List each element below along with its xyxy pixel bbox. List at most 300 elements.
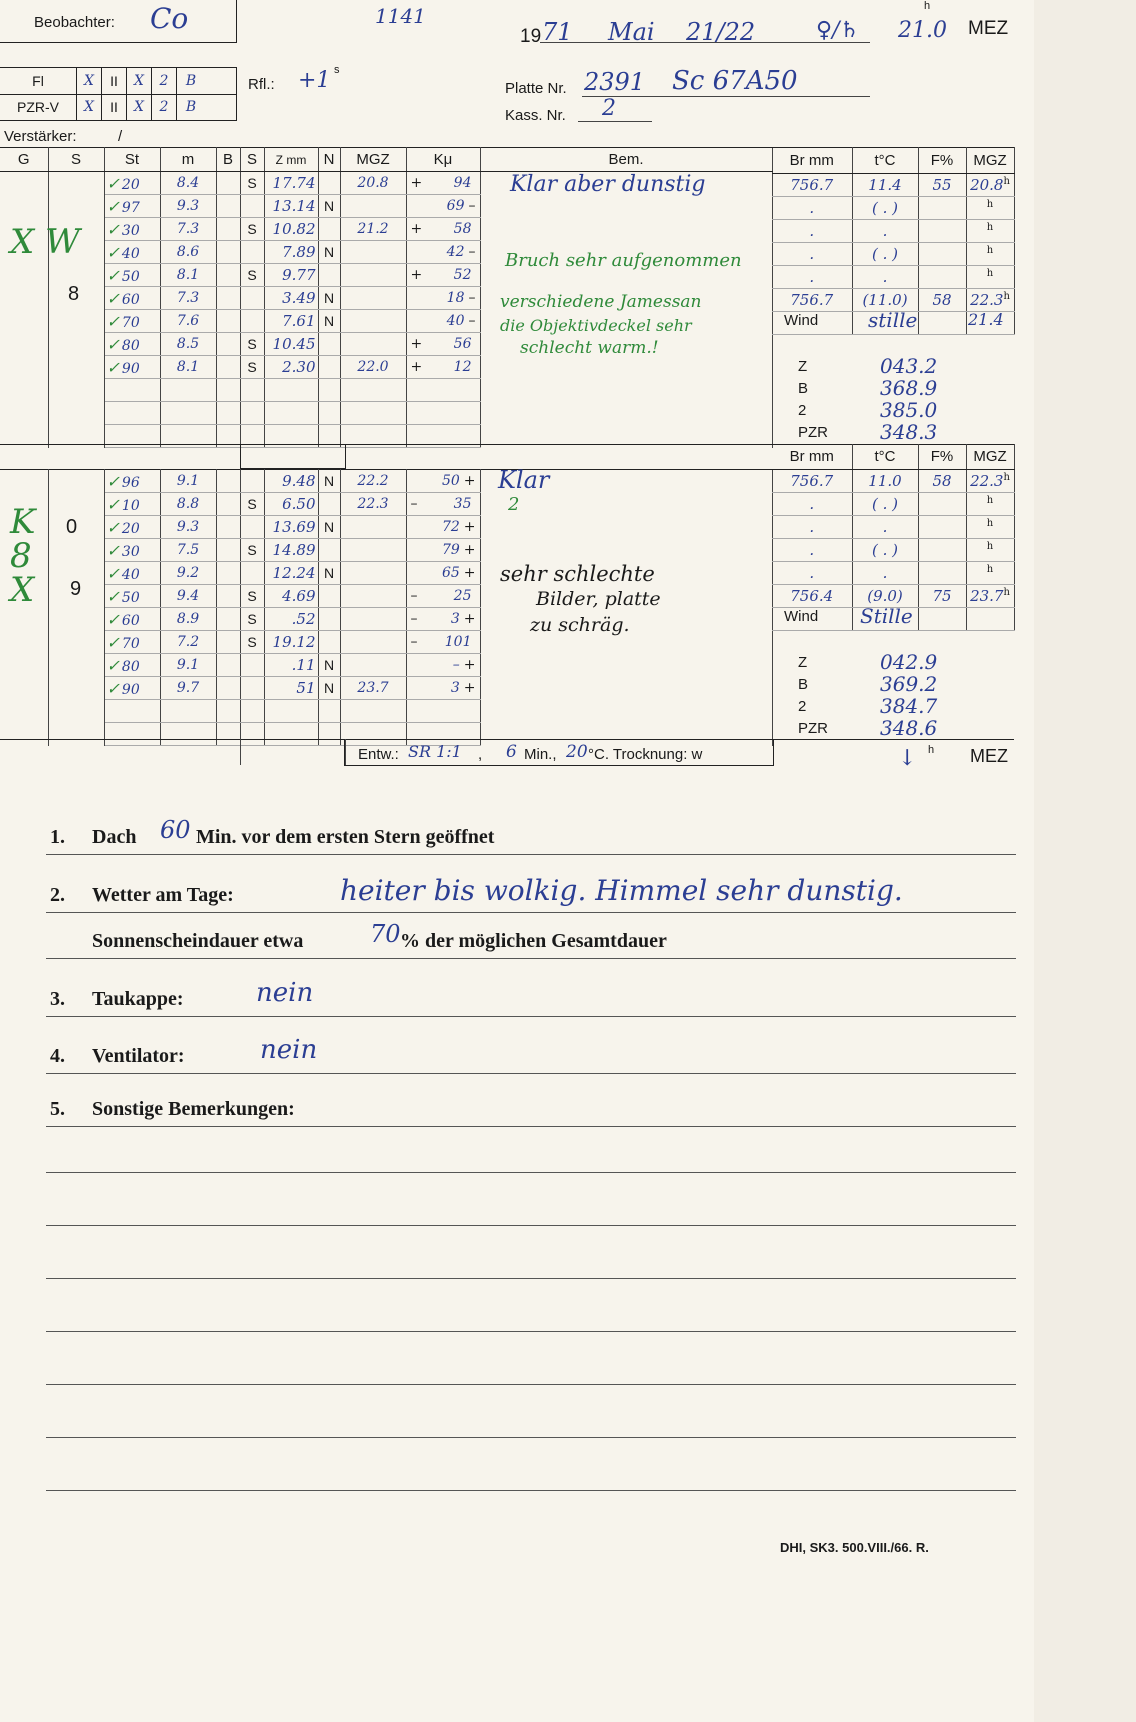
cell-mgz[interactable]: 22.3 <box>340 493 406 516</box>
verstaerker-value[interactable]: / <box>118 128 123 145</box>
date-day[interactable]: 21/22 <box>686 18 756 46</box>
block1-remark-green-2: verschiedene Jamessan <box>500 292 702 312</box>
cell-side[interactable]: S <box>240 539 264 562</box>
cell-s <box>48 470 104 493</box>
cell-k[interactable] <box>406 264 480 287</box>
year-suffix[interactable]: 71 <box>542 18 573 46</box>
cell-side[interactable]: S <box>240 172 264 195</box>
cell-star-number[interactable]: ✓ 97 <box>104 195 160 218</box>
cell-g <box>0 172 48 195</box>
cell-star-number[interactable]: ✓ 30 <box>104 539 160 562</box>
cell-side <box>240 195 264 218</box>
meteo-br[interactable]: . <box>772 197 852 220</box>
block1-wind-value[interactable]: stille <box>868 308 918 332</box>
cell-mgz <box>340 241 406 264</box>
cell-k[interactable] <box>406 493 480 516</box>
block1-wind-mgz[interactable]: 21.4 <box>968 310 1004 329</box>
cell-z-mm[interactable]: 19.12 <box>264 631 318 654</box>
cell-n[interactable]: N <box>318 241 340 264</box>
cell-k[interactable] <box>406 356 480 379</box>
sum-value[interactable]: 348.6 <box>880 716 938 740</box>
cell-k[interactable] <box>406 470 480 493</box>
col-s: S <box>48 148 104 172</box>
cell-n <box>318 585 340 608</box>
block1-s-value[interactable]: 8 <box>68 283 80 305</box>
rfl-sup: s <box>334 64 340 76</box>
fl-opt-4[interactable]: 2 <box>152 68 177 94</box>
blank-ruled-line[interactable] <box>46 1172 1016 1173</box>
meteo-temp[interactable]: 11.0 <box>852 470 918 493</box>
meteo-mgz[interactable] <box>966 174 1014 197</box>
cell-n <box>318 264 340 287</box>
meteo-mgz-value: 22.3 <box>970 472 1004 490</box>
sum-label: Z <box>798 654 808 671</box>
cell-side[interactable]: S <box>240 218 264 241</box>
cell-k <box>406 402 480 425</box>
cell-z-mm[interactable]: 13.14 <box>264 195 318 218</box>
meteo-temp[interactable]: (9.0) <box>852 585 918 608</box>
cell-magnitude[interactable]: 8.1 <box>160 356 216 379</box>
meteo-mgz[interactable] <box>966 197 1014 220</box>
cell-magnitude[interactable]: 9.1 <box>160 654 216 677</box>
k-post: – <box>468 313 476 329</box>
cell-k[interactable] <box>406 241 480 264</box>
cell-magnitude[interactable]: 7.2 <box>160 631 216 654</box>
col-z: Z mm <box>264 148 318 172</box>
cell-side <box>240 241 264 264</box>
sum-label: B <box>798 380 809 397</box>
block2-wind-value[interactable]: Stille <box>860 604 913 628</box>
fl-opt-5[interactable]: B <box>185 73 197 89</box>
meteo-mgz[interactable] <box>966 585 1014 608</box>
question-answer[interactable]: nein <box>256 978 314 1008</box>
hour-sup: h <box>1003 291 1010 302</box>
cell-z-mm[interactable]: 51 <box>264 677 318 700</box>
observer-value[interactable]: Co <box>150 2 189 35</box>
cell-n[interactable]: N <box>318 287 340 310</box>
table-header-row <box>0 148 772 172</box>
weekday-symbols[interactable]: ♀/♄ <box>816 18 860 43</box>
cell-n[interactable]: N <box>318 195 340 218</box>
cell-remark <box>480 379 772 402</box>
sum-value[interactable]: 042.9 <box>880 650 938 674</box>
meteo-br[interactable]: 756.7 <box>772 470 852 493</box>
cell-k <box>406 700 480 723</box>
cell-star-number[interactable]: ✓ 10 <box>104 493 160 516</box>
cell-z-mm[interactable]: 10.82 <box>264 218 318 241</box>
cell-magnitude <box>160 379 216 402</box>
check-mark-icon: ✓ <box>106 655 120 675</box>
k-post: – <box>468 290 476 306</box>
k-post: – <box>468 198 476 214</box>
question-label: Ventilator: <box>92 1045 185 1067</box>
cell-k[interactable] <box>406 195 480 218</box>
blank-ruled-line[interactable] <box>46 1490 1016 1491</box>
question-label: Dach <box>92 826 137 848</box>
cell-k[interactable] <box>406 333 480 356</box>
meteo-temp[interactable]: ( . ) <box>852 243 918 266</box>
meteo-row <box>772 562 1014 585</box>
cell-g <box>0 287 48 310</box>
meteo-temp[interactable]: . <box>852 266 918 289</box>
kass-value[interactable]: 2 <box>602 96 616 121</box>
cell-star-number[interactable]: ✓ 60 <box>104 608 160 631</box>
question-answer[interactable]: heiter bis wolkig. Himmel sehr dunstig. <box>340 874 903 907</box>
blank-ruled-line[interactable] <box>46 1384 1016 1385</box>
cell-n[interactable]: N <box>318 654 340 677</box>
cell-magnitude[interactable]: 8.5 <box>160 333 216 356</box>
pzr-opt-3[interactable]: X <box>127 94 152 120</box>
record-number: 1141 <box>375 4 426 28</box>
cell-mgz <box>340 585 406 608</box>
cell-magnitude <box>160 700 216 723</box>
k-post: + <box>463 657 476 673</box>
cell-star-number[interactable]: ✓ 40 <box>104 241 160 264</box>
cell-star-number[interactable]: ✓ 90 <box>104 677 160 700</box>
meteo-temp[interactable]: ( . ) <box>852 197 918 220</box>
k-sign: – <box>410 611 418 627</box>
entw-min-value[interactable]: 6 <box>506 742 517 762</box>
col-met-mgz-2: MGZ <box>966 444 1014 470</box>
sum-label: 2 <box>798 698 807 715</box>
platte-value-2[interactable]: Sc 67A50 <box>672 66 798 96</box>
cell-magnitude[interactable]: 9.2 <box>160 562 216 585</box>
meteo-br[interactable]: . <box>772 516 852 539</box>
cell-z-mm[interactable]: 6.50 <box>264 493 318 516</box>
cell-side[interactable]: S <box>240 493 264 516</box>
cell-magnitude[interactable]: 8.6 <box>160 241 216 264</box>
cell-z-mm[interactable]: 12.24 <box>264 562 318 585</box>
cell-n[interactable]: N <box>318 310 340 333</box>
check-mark-icon: ✓ <box>106 494 120 514</box>
cell-g <box>0 264 48 287</box>
cell-z-mm[interactable]: 4.69 <box>264 585 318 608</box>
cell-n <box>318 700 340 723</box>
sum-label: Z <box>798 358 808 375</box>
cell-s <box>48 310 104 333</box>
meteo-mgz[interactable] <box>966 289 1014 312</box>
cell-b <box>216 493 240 516</box>
check-mark-icon: ✓ <box>106 334 120 354</box>
cell-z-mm[interactable]: 13.69 <box>264 516 318 539</box>
cell-side[interactable]: S <box>240 333 264 356</box>
hour-sup: h <box>1003 176 1010 187</box>
entw-temp-value[interactable]: 20 <box>566 742 588 762</box>
cell-z-mm <box>264 402 318 425</box>
cell-b <box>216 333 240 356</box>
cell-mgz[interactable]: 21.2 <box>340 218 406 241</box>
cell-s <box>48 700 104 723</box>
cell-k[interactable] <box>406 562 480 585</box>
table-row <box>0 470 772 493</box>
date-month[interactable]: Mai <box>608 18 655 46</box>
hour-sup: h <box>986 495 994 506</box>
answer-line <box>46 912 1016 913</box>
cell-mgz <box>340 608 406 631</box>
cell-magnitude[interactable]: 9.4 <box>160 585 216 608</box>
k-post: + <box>463 519 476 535</box>
blank-ruled-line[interactable] <box>46 1278 1016 1279</box>
cell-mgz[interactable]: 22.2 <box>340 470 406 493</box>
meteo-mgz[interactable] <box>966 493 1014 516</box>
cell-magnitude[interactable]: 9.3 <box>160 516 216 539</box>
block2-remark-3: zu schräg. <box>530 614 630 636</box>
blank-ruled-line[interactable] <box>46 1437 1016 1438</box>
mez-label: MEZ <box>968 18 1009 39</box>
cell-b <box>216 172 240 195</box>
cell-z-mm[interactable]: 7.89 <box>264 241 318 264</box>
cell-mgz[interactable]: 22.0 <box>340 356 406 379</box>
cell-z-mm[interactable]: 3.49 <box>264 287 318 310</box>
meteo-temp[interactable]: (11.0) <box>852 289 918 312</box>
table-row <box>0 379 772 402</box>
table-row <box>0 677 772 700</box>
cell-magnitude[interactable]: 8.8 <box>160 493 216 516</box>
block1-remark-green-3: die Objektivdeckel sehr <box>500 316 692 335</box>
platte-value[interactable]: 2391 <box>584 68 646 96</box>
cell-magnitude[interactable]: 9.3 <box>160 195 216 218</box>
sum-value[interactable]: 385.0 <box>880 398 938 422</box>
cell-magnitude[interactable]: 9.1 <box>160 470 216 493</box>
cell-magnitude[interactable]: 7.3 <box>160 287 216 310</box>
cell-star-number[interactable]: ✓ 96 <box>104 470 160 493</box>
meteo-mgz[interactable] <box>966 220 1014 243</box>
meteo-br[interactable]: . <box>772 243 852 266</box>
cell-b <box>216 356 240 379</box>
cell-star-number[interactable]: ✓ 30 <box>104 218 160 241</box>
cell-n[interactable]: N <box>318 677 340 700</box>
cell-magnitude[interactable]: 8.9 <box>160 608 216 631</box>
meteo-mgz[interactable] <box>966 539 1014 562</box>
cell-z-mm[interactable]: 17.74 <box>264 172 318 195</box>
meteo-header-row <box>772 148 1014 174</box>
meteo-temp[interactable]: . <box>852 220 918 243</box>
cell-z-mm[interactable]: 7.61 <box>264 310 318 333</box>
cell-b <box>216 539 240 562</box>
cell-k[interactable] <box>406 654 480 677</box>
cell-side <box>240 562 264 585</box>
cell-magnitude <box>160 723 216 746</box>
cell-k[interactable] <box>406 539 480 562</box>
cell-k[interactable] <box>406 631 480 654</box>
sum-label: PZR <box>798 720 828 737</box>
cell-magnitude[interactable]: 8.4 <box>160 172 216 195</box>
cell-k[interactable] <box>406 516 480 539</box>
sum-value[interactable]: 384.7 <box>880 694 938 718</box>
meteo-mgz[interactable] <box>966 243 1014 266</box>
k-value: 40 <box>446 313 465 329</box>
cell-z-mm[interactable]: 9.77 <box>264 264 318 287</box>
fl-opt-3[interactable]: X <box>127 68 152 94</box>
cell-z-mm[interactable]: 14.89 <box>264 539 318 562</box>
question-answer[interactable]: 60 <box>160 816 191 844</box>
cell-side <box>240 379 264 402</box>
cell-z-mm[interactable]: .11 <box>264 654 318 677</box>
fl-opt-1[interactable]: X <box>77 68 102 94</box>
col-br-2: Br mm <box>772 444 852 470</box>
cell-star-number[interactable]: ✓ 80 <box>104 654 160 677</box>
meteo-temp[interactable]: ( . ) <box>852 493 918 516</box>
cell-star-number[interactable]: ✓ 80 <box>104 333 160 356</box>
cell-star-number[interactable]: ✓ 70 <box>104 310 160 333</box>
cell-g <box>0 310 48 333</box>
question-label: Sonstige Bemerkungen: <box>92 1098 295 1120</box>
hour-value[interactable]: 21.0 <box>898 18 947 43</box>
meteo-mgz[interactable] <box>966 470 1014 493</box>
cell-side[interactable]: S <box>240 356 264 379</box>
cell-z-mm[interactable]: .52 <box>264 608 318 631</box>
cell-side <box>240 402 264 425</box>
entw-comma: , <box>478 746 483 763</box>
cell-k[interactable] <box>406 608 480 631</box>
cell-side[interactable]: S <box>240 585 264 608</box>
meteo-temp[interactable]: 11.4 <box>852 174 918 197</box>
k-value: 12 <box>453 359 472 375</box>
pzr-opt-5[interactable]: B <box>185 99 197 115</box>
meteo-mgz[interactable] <box>966 562 1014 585</box>
table-row <box>0 700 772 723</box>
cell-n[interactable]: N <box>318 516 340 539</box>
cell-mgz[interactable]: 23.7 <box>340 677 406 700</box>
cell-star-number[interactable]: ✓ 50 <box>104 585 160 608</box>
k-value: 42 <box>446 244 465 260</box>
pzr-opt-1[interactable]: X <box>77 94 102 120</box>
cell-s <box>48 402 104 425</box>
k-value: 25 <box>453 588 472 604</box>
blank-ruled-line[interactable] <box>46 1331 1016 1332</box>
cell-b <box>216 402 240 425</box>
blank-ruled-line[interactable] <box>46 1225 1016 1226</box>
entw-dev[interactable]: SR 1:1 <box>408 742 462 761</box>
meteo-humidity <box>918 220 966 243</box>
block2-s-value[interactable]: 9 <box>70 578 82 600</box>
col-k: Kμ <box>406 148 480 172</box>
meteo-br[interactable]: . <box>772 562 852 585</box>
meteo-humidity <box>918 493 966 516</box>
cell-star-number[interactable]: ✓ 90 <box>104 356 160 379</box>
cell-magnitude[interactable]: 8.1 <box>160 264 216 287</box>
k-value: 69 <box>446 198 465 214</box>
meteo-table-2 <box>772 444 1015 631</box>
cell-star-number[interactable]: ✓ 20 <box>104 516 160 539</box>
pzr-opt-2[interactable]: II <box>102 94 127 120</box>
meteo-mgz[interactable] <box>966 266 1014 289</box>
year-prefix: 19 <box>520 26 542 47</box>
col-t-2: t°C <box>852 444 918 470</box>
cell-z-mm[interactable]: 2.30 <box>264 356 318 379</box>
cell-magnitude[interactable]: 9.7 <box>160 677 216 700</box>
hour-sup: h <box>986 268 994 279</box>
table-row <box>0 402 772 425</box>
meteo-humidity[interactable]: 55 <box>918 174 966 197</box>
cell-mgz <box>340 287 406 310</box>
cell-k[interactable] <box>406 172 480 195</box>
cell-s <box>48 172 104 195</box>
col-bem: Bem. <box>480 148 772 172</box>
cell-star-number[interactable]: ✓ 20 <box>104 172 160 195</box>
cell-k[interactable] <box>406 218 480 241</box>
meteo-row <box>772 470 1014 493</box>
cell-side[interactable]: S <box>240 631 264 654</box>
cell-k[interactable] <box>406 585 480 608</box>
question-answer[interactable]: nein <box>260 1035 318 1065</box>
fl-opt-2[interactable]: II <box>102 68 127 94</box>
cell-star-number[interactable]: ✓ 60 <box>104 287 160 310</box>
cell-b <box>216 470 240 493</box>
meteo-br[interactable]: . <box>772 493 852 516</box>
cell-n[interactable]: N <box>318 562 340 585</box>
meteo-humidity[interactable]: 58 <box>918 470 966 493</box>
k-value: 101 <box>444 634 472 650</box>
meteo-br[interactable]: 756.4 <box>772 585 852 608</box>
kass-line <box>578 121 652 122</box>
meteo-humidity[interactable]: 75 <box>918 585 966 608</box>
meteo-mgz-value: 20.8 <box>970 176 1004 194</box>
meteo-br[interactable]: 756.7 <box>772 174 852 197</box>
question-suffix: Min. vor dem ersten Stern geöffnet <box>196 826 495 848</box>
question-answer[interactable]: 70 <box>370 920 401 948</box>
meteo-humidity[interactable]: 58 <box>918 289 966 312</box>
sum-value[interactable]: 368.9 <box>880 376 938 400</box>
cell-star-number[interactable]: ✓ 70 <box>104 631 160 654</box>
sum-value[interactable]: 369.2 <box>880 672 938 696</box>
meteo-temp[interactable]: . <box>852 516 918 539</box>
meteo-br[interactable]: . <box>772 266 852 289</box>
cell-remark <box>480 700 772 723</box>
cell-s <box>48 379 104 402</box>
cell-magnitude[interactable]: 7.3 <box>160 218 216 241</box>
cell-mgz <box>340 264 406 287</box>
k-post: + <box>463 473 476 489</box>
cell-star-number[interactable]: ✓ 50 <box>104 264 160 287</box>
meteo-br[interactable]: 756.7 <box>772 289 852 312</box>
meteo-temp[interactable]: ( . ) <box>852 539 918 562</box>
check-mark-icon: ✓ <box>106 357 120 377</box>
cell-magnitude[interactable]: 7.6 <box>160 310 216 333</box>
table-row <box>0 218 772 241</box>
k-value: 3 <box>450 680 460 696</box>
cell-side[interactable]: S <box>240 264 264 287</box>
cell-k[interactable] <box>406 287 480 310</box>
cell-star-number[interactable]: ✓ 40 <box>104 562 160 585</box>
meteo-temp[interactable]: . <box>852 562 918 585</box>
cell-z-mm[interactable]: 9.48 <box>264 470 318 493</box>
meteo-br[interactable]: . <box>772 220 852 243</box>
cell-magnitude[interactable]: 7.5 <box>160 539 216 562</box>
k-post: + <box>463 565 476 581</box>
rfl-value[interactable]: +1 <box>298 68 331 93</box>
meteo-br[interactable]: . <box>772 539 852 562</box>
cell-z-mm[interactable]: 10.45 <box>264 333 318 356</box>
cell-remark <box>480 516 772 539</box>
cell-k[interactable] <box>406 677 480 700</box>
meteo-mgz-value: 23.7 <box>970 587 1004 605</box>
pzr-opt-4[interactable]: 2 <box>152 94 177 120</box>
meteo-mgz[interactable] <box>966 516 1014 539</box>
cell-n[interactable]: N <box>318 470 340 493</box>
sum-value[interactable]: 043.2 <box>880 354 938 378</box>
cell-k[interactable] <box>406 310 480 333</box>
meteo-row <box>772 197 1014 220</box>
sum-value[interactable]: 348.3 <box>880 420 938 444</box>
col-s2: S <box>240 148 264 172</box>
cell-mgz[interactable]: 20.8 <box>340 172 406 195</box>
cell-side <box>240 700 264 723</box>
cell-side <box>240 516 264 539</box>
cell-side <box>240 470 264 493</box>
cell-side[interactable]: S <box>240 608 264 631</box>
cell-s <box>48 608 104 631</box>
